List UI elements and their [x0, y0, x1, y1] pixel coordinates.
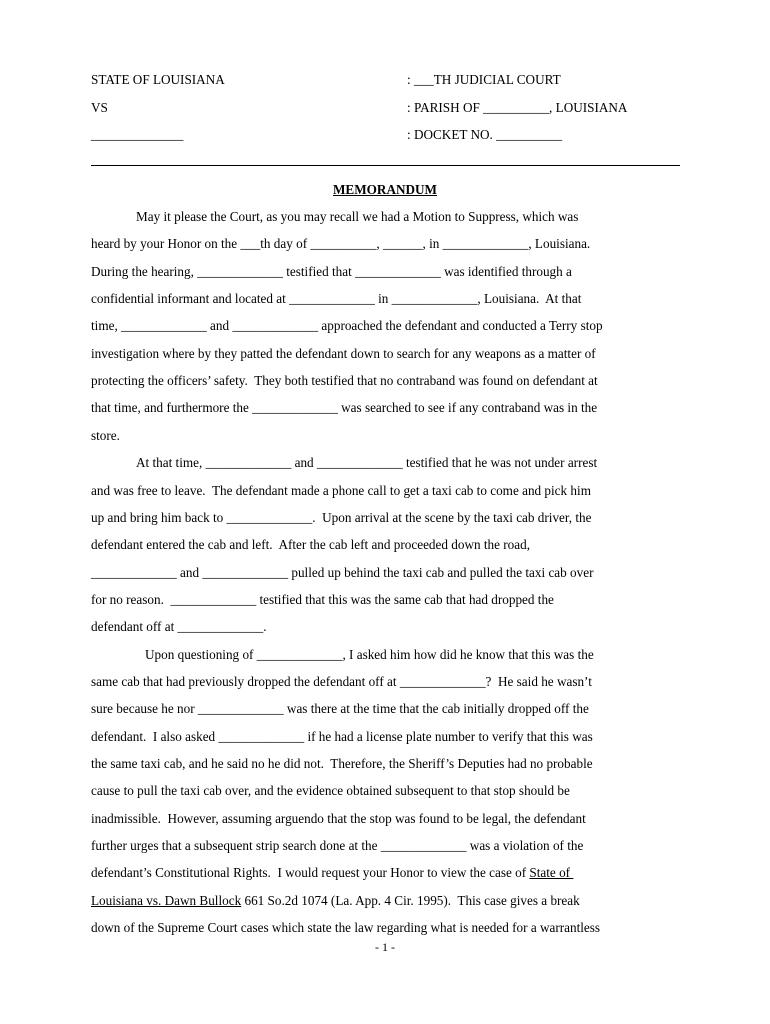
caption-divider	[91, 165, 680, 166]
body-line: At that time, _____________ and _____________ testified that he was not under arrest	[136, 455, 598, 470]
body-line: confidential informant and located at _____________ in _____________, Louisiana. At that	[91, 291, 582, 306]
body-line: defendant off at _____________.	[91, 619, 267, 634]
body-line: _____________ and _____________ pulled up behind the taxi cab and pulled the taxi cab over	[91, 565, 594, 580]
body-line: During the hearing, _____________ testified that _____________ was identified through a	[91, 264, 572, 279]
body-line: that time, and furthermore the _____________ was searched to see if any contraband was in the	[91, 400, 598, 415]
document-title: MEMORANDUM	[332, 182, 437, 197]
body-line: time, _____________ and _____________ approached the defendant and conducted a Terry stop	[91, 318, 603, 333]
page-number: - 1 -	[375, 940, 395, 954]
body-line: for no reason. _____________ testified that this was the same cab that had dropped the	[91, 592, 554, 607]
body-line-text: defendant’s Constitutional Rights. I would request your Honor to view the case of	[91, 865, 530, 880]
body-line: same cab that had previously dropped the defendant off at _____________? He said he wasn’t	[91, 674, 592, 689]
body-line: heard by your Honor on the ___th day of __________, ______, in _____________, Louisiana.	[91, 236, 591, 251]
body-line: further urges that a subsequent strip search done at the _____________ was a violation of the	[91, 838, 584, 853]
body-line: Upon questioning of _____________, I asked him how did he know that this was the	[145, 647, 594, 662]
caption-parish: : PARISH OF __________, LOUISIANA	[407, 100, 628, 115]
body-line: May it please the Court, as you may recall we had a Motion to Suppress, which was	[136, 209, 579, 224]
body-line: investigation where by they patted the defendant down to search for any weapons as a matter of	[91, 346, 596, 361]
body-line-with-cite	[91, 893, 580, 909]
body-line: cause to pull the taxi cab over, and the evidence obtained subsequent to that stop should be	[91, 783, 570, 798]
body-line: protecting the officers’ safety. They both testified that no contraband was found on defendant at	[91, 373, 598, 388]
case-citation-part2: Louisiana vs. Dawn Bullock	[91, 893, 242, 908]
caption-court: : ___TH JUDICIAL COURT	[407, 72, 561, 87]
body-line: up and bring him back to _____________. Upon arrival at the scene by the taxi cab driver, the	[91, 510, 592, 525]
body-line-text: 661 So.2d 1074 (La. App. 4 Cir. 1995). This case gives a break	[241, 893, 580, 908]
caption-defendant-blank: ______________	[91, 127, 184, 142]
caption-docket: : DOCKET NO. __________	[407, 127, 563, 142]
body-line: defendant entered the cab and left. After the cab left and proceeded down the road,	[91, 537, 531, 552]
caption-vs: VS	[91, 100, 108, 115]
body-line: the same taxi cab, and he said no he did not. Therefore, the Sheriff’s Deputies had no probable	[91, 756, 593, 771]
body-line: defendant. I also asked _____________ if he had a license plate number to verify that this was	[91, 729, 593, 744]
body-line: and was free to leave. The defendant made a phone call to get a taxi cab to come and pick him	[91, 483, 591, 498]
body-line: sure because he nor _____________ was there at the time that the cab initially dropped off the	[91, 701, 589, 716]
case-citation-part1: State of	[529, 865, 574, 880]
caption-state: STATE OF LOUISIANA	[91, 72, 225, 87]
body-line: inadmissible. However, assuming arguendo that the stop was found to be legal, the defendant	[91, 811, 586, 826]
body-line-with-cite	[91, 865, 573, 881]
body-line: store.	[91, 428, 120, 443]
body-line: down of the Supreme Court cases which state the law regarding what is needed for a warrantless	[91, 920, 601, 935]
